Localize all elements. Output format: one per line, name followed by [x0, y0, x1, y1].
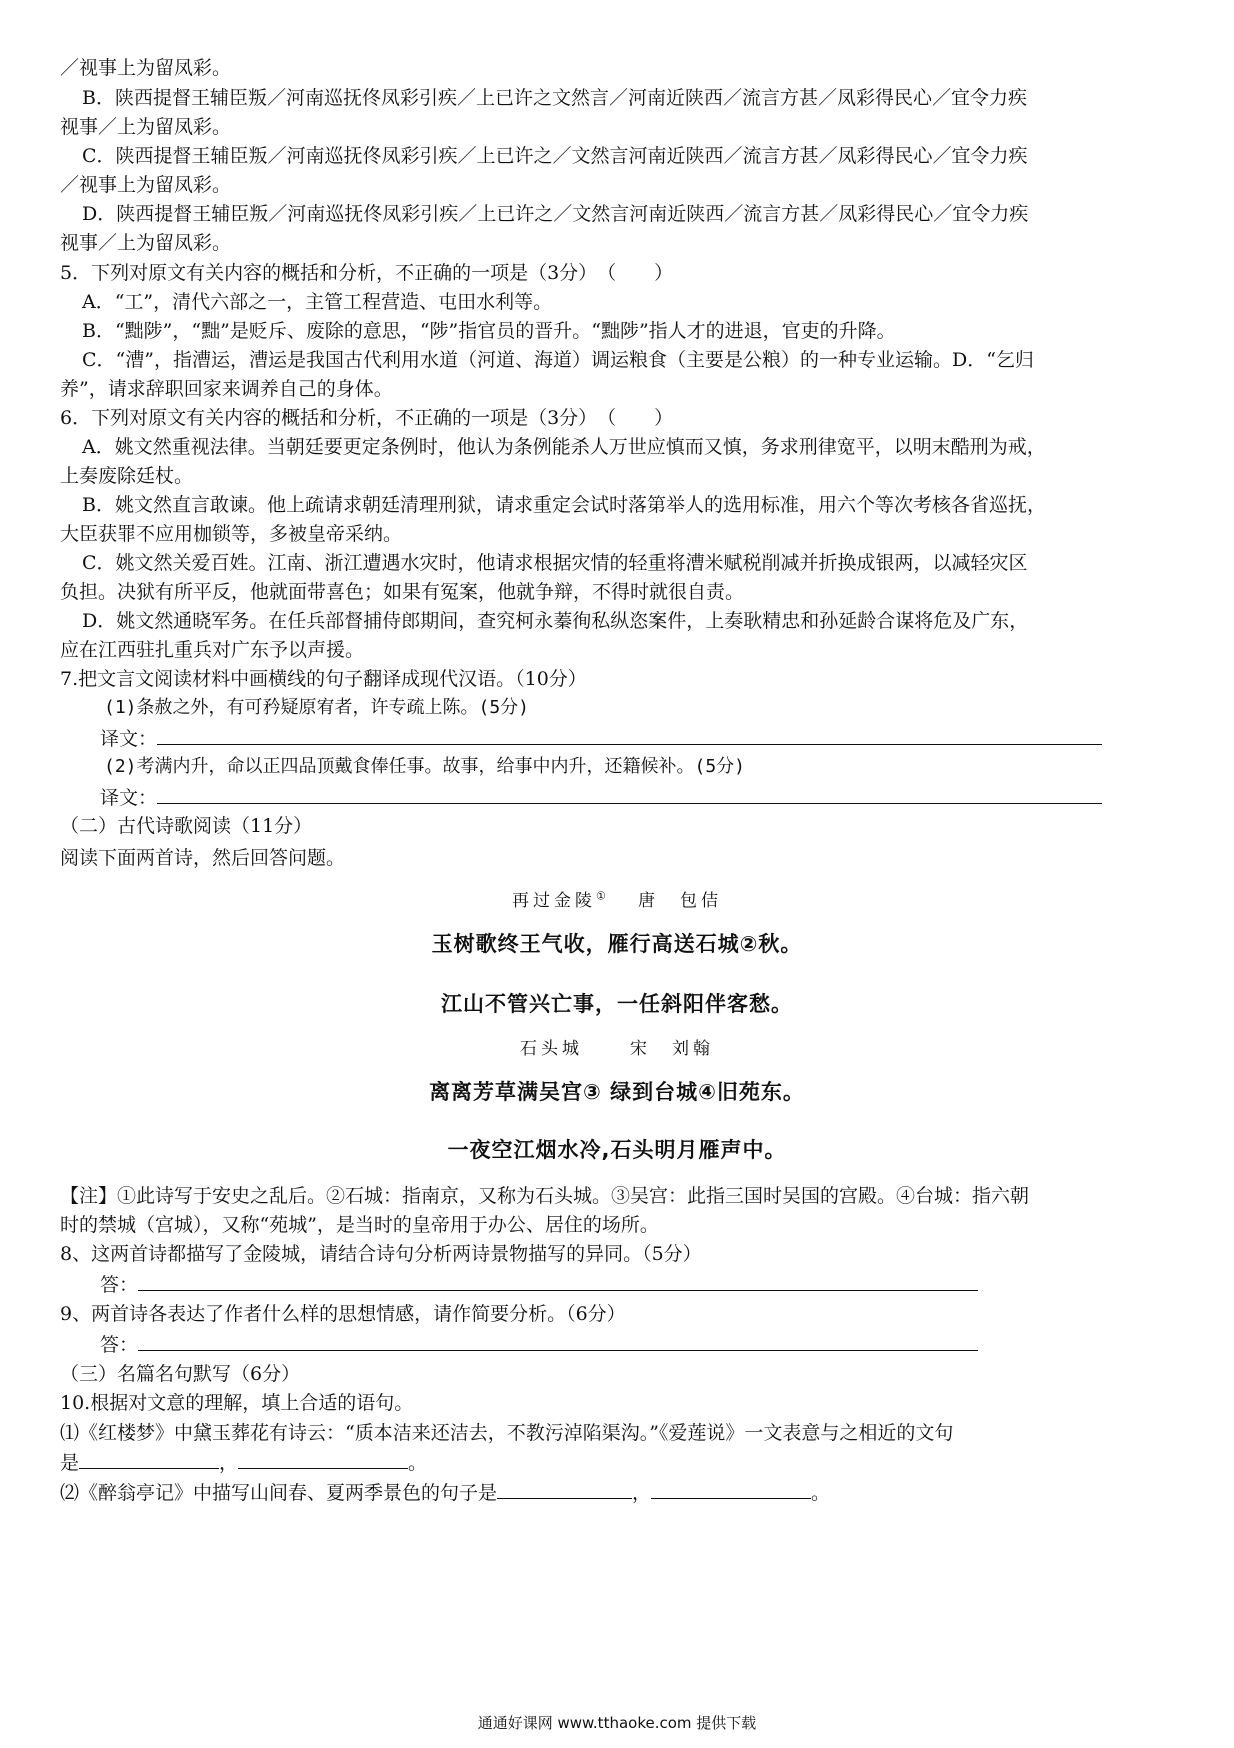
q7-answer-1-blank[interactable] [157, 726, 1102, 745]
poem-2-title: 石头城 宋 刘翰 [519, 1039, 715, 1059]
q7-sentence-1: (1)条赦之外，有可矜疑原宥者，许专疏上陈。(5分) [104, 697, 530, 718]
q5-option-d-cont: 养”，请求辞职回家来调养自己的身体。 [60, 378, 393, 400]
q10-2-blank-a[interactable] [497, 1480, 632, 1499]
q6-option-d-cont: 应在江西驻扎重兵对广东予以声援。 [60, 639, 365, 661]
poem-1-title: 再过金陵① 唐 包佶 [511, 889, 723, 911]
q6-option-b: B．姚文然直言敢谏。他上疏请求朝廷清理刑狱，请求重定会试时落第举人的选用标准，用六个等次考核各省巡抚， [82, 494, 1046, 516]
poem-2-line-2: 一夜空江烟水冷,石头明月雁声中。 [447, 1138, 787, 1162]
q4-option-c-cont: ／视事上为留凤彩。 [60, 174, 232, 196]
q7-answer-1 [100, 726, 1102, 751]
poem-1-author: 唐 包佶 [638, 891, 723, 911]
q6-option-c-cont: 负担。决狱有所平反，他就面带喜色；如果有冤案，他就争辩，不得时就很自责。 [60, 581, 745, 603]
q4-option-d-cont: 视事／上为留凤彩。 [60, 232, 232, 254]
q10-sentence-2: ⑵《醉翁亭记》中描写山间春、夏两季景色的句子是 ， 。 [60, 1482, 831, 1504]
section-3-title: （三）名篇名句默写（6分） [60, 1363, 301, 1385]
q10-sentence-1-cont: 是 ， 。 [60, 1452, 428, 1474]
q5-option-a: A．“工”，清代六部之一，主管工程营造、屯田水利等。 [82, 291, 553, 313]
q5-option-b: B．“黜陟”，“黜”是贬斥、废除的意思，“陟”指官员的晋升。“黜陟”指人才的进退，官吏的升降。 [82, 320, 896, 342]
poem-2-author: 宋 刘翰 [630, 1039, 715, 1059]
page-footer: 通通好课网 www.tthaoke.com 提供下载 [477, 1714, 757, 1732]
q4-option-b-cont: 视事／上为留凤彩。 [60, 116, 232, 138]
q8-answer [100, 1272, 978, 1297]
q6-stem: 6．下列对原文有关内容的概括和分析，不正确的一项是（3分） （ ） [60, 407, 674, 429]
q8-answer-blank[interactable] [138, 1272, 978, 1291]
poem-2-line-1: 离离芳草满吴宫③ 绿到台城④旧苑东。 [429, 1080, 805, 1104]
section-2-intro: 阅读下面两首诗，然后回答问题。 [60, 847, 346, 869]
q5-option-c: C．“漕”，指漕运，漕运是我国古代利用水道（河道、海道）调运粮食（主要是公粮）的一种专业运输。D．“乞归 [82, 349, 1034, 371]
q4-option-b: B．陕西提督王辅臣叛／河南巡抚佟凤彩引疾／上已许之文然言／河南近陕西／流言方甚／凤彩得民心／宜令力疾 [82, 87, 1027, 109]
section-2-title: （二）古代诗歌阅读（11分） [60, 815, 313, 837]
q4-option-a-tail: ／视事上为留凤彩。 [60, 57, 232, 79]
q6-option-a-cont: 上奏废除廷杖。 [60, 465, 194, 487]
answer-label: 答： [100, 1274, 139, 1296]
q9-answer [100, 1332, 978, 1357]
poem-1-line-1: 玉树歌终王气收，雁行高送石城②秋。 [431, 932, 803, 956]
q6-option-b-cont: 大臣获罪不应用枷锁等，多被皇帝采纳。 [60, 523, 403, 545]
q10-1-blank-b[interactable] [238, 1450, 408, 1469]
q10-1-blank-a[interactable] [79, 1450, 219, 1469]
answer-label: 译文： [100, 787, 158, 809]
poem-notes-cont: 时的禁城（宫城），又称“苑城”，是当时的皇帝用于办公、居住的场所。 [60, 1214, 659, 1236]
q9-stem: 9、两首诗各表达了作者什么样的思想情感，请作简要分析。（6分） [60, 1303, 626, 1325]
poem-notes: 【注】①此诗写于安史之乱后。②石城：指南京，又称为石头城。③吴宫：此指三国时吴国的宫殿。④台城：指六朝 [60, 1185, 1030, 1207]
q9-answer-blank[interactable] [138, 1332, 978, 1351]
q7-answer-2 [100, 785, 1102, 810]
q4-option-c: C．陕西提督王辅臣叛／河南巡抚佟凤彩引疾／上已许之／文然言河南近陕西／流言方甚／凤彩得民心／宜令力疾 [82, 145, 1028, 167]
q10-2-blank-b[interactable] [651, 1480, 811, 1499]
poem-1-line-2: 江山不管兴亡事，一任斜阳伴客愁。 [441, 992, 793, 1016]
q5-stem: 5．下列对原文有关内容的概括和分析，不正确的一项是（3分） （ ） [60, 262, 674, 284]
q6-option-a: A．姚文然重视法律。当朝廷要更定条例时，他认为条例能杀人万世应慎而又慎，务求刑律宽平，以明末酷刑为戒， [82, 436, 1046, 458]
answer-label: 译文： [100, 728, 158, 750]
q8-stem: 8、这两首诗都描写了金陵城，请结合诗句分析两诗景物描写的异同。（5分） [60, 1243, 702, 1265]
answer-label: 答： [100, 1334, 139, 1356]
q7-stem: 7.把文言文阅读材料中画横线的句子翻译成现代汉语。（10分） [60, 668, 587, 690]
q6-option-c: C．姚文然关爱百姓。江南、浙江遭遇水灾时，他请求根据灾情的轻重将漕米赋税削减并折换成银两，以减轻灾区 [82, 552, 1028, 574]
q7-answer-2-blank[interactable] [157, 785, 1102, 804]
q7-sentence-2: (2)考满内升，命以正四品顶戴食俸任事。故事，给事中内升，还籍候补。(5分) [104, 756, 746, 777]
q6-option-d: D．姚文然通晓军务。在任兵部督捕侍郎期间，查究柯永蓁徇私纵恣案件，上奏耿精忠和孙延龄合谋将危及广东， [82, 610, 1029, 632]
q4-option-d: D．陕西提督王辅臣叛／河南巡抚佟凤彩引疾／上已许之／文然言河南近陕西／流言方甚／凤彩得民心／宜令力疾 [82, 203, 1029, 225]
q10-sentence-1: ⑴《红楼梦》中黛玉葬花有诗云：“质本洁来还洁去，不教污淖陷渠沟。”《爱莲说》一文表意与之相近的文句 [60, 1422, 954, 1444]
q10-stem: 10.根据对文意的理解，填上合适的语句。 [60, 1392, 414, 1414]
